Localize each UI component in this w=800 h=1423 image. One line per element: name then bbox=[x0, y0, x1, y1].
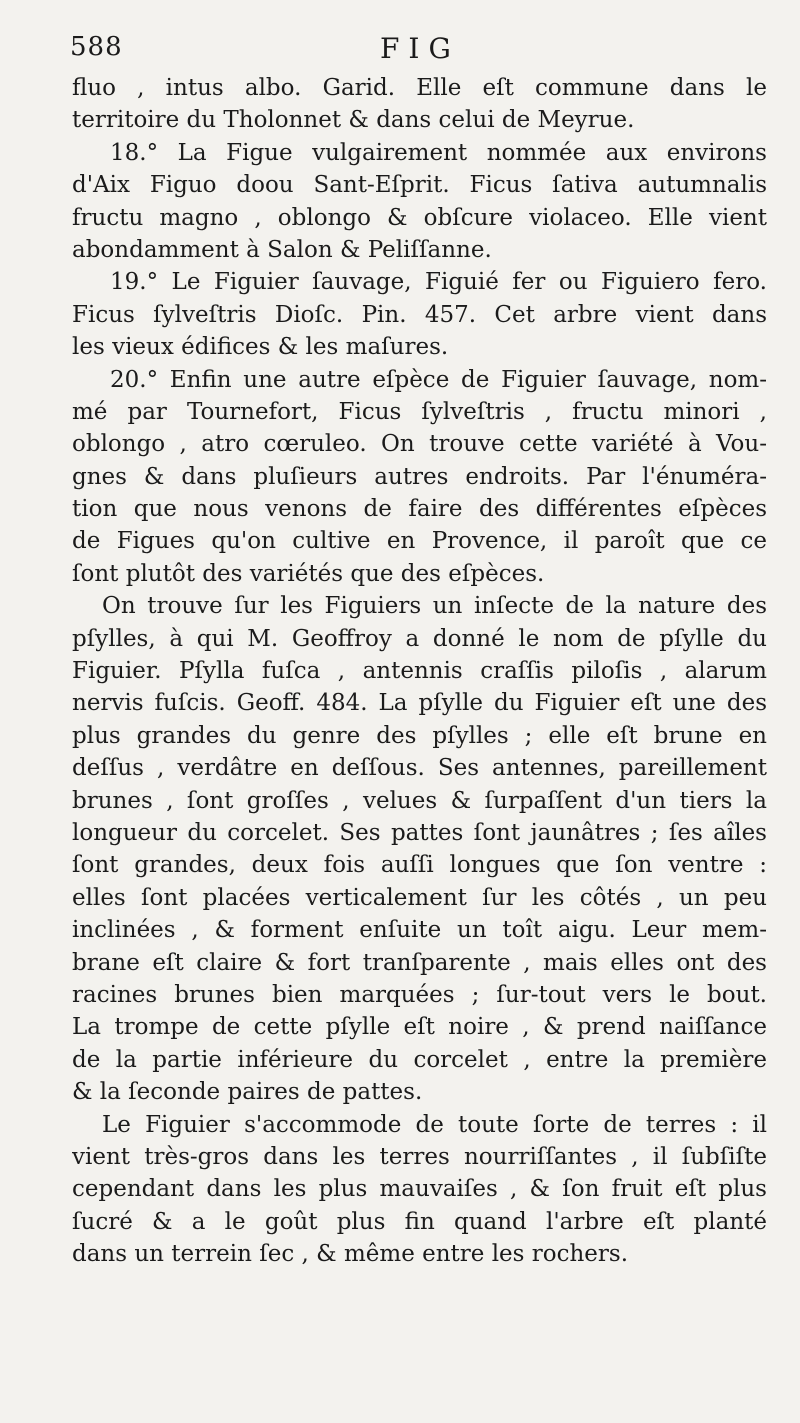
text-line: longueur du corcelet. Ses pattes ſont jaunâtres ; ſes aîles bbox=[72, 819, 767, 846]
text-line: fluo , intus albo. Garid. Elle eſt commune dans le bbox=[72, 75, 767, 101]
text-line: nervis fuſcis. Geoff. 484. La pſylle du Figuier eſt une des bbox=[72, 690, 767, 717]
text-line: de Figues qu'on cultive en Provence, il paroît que ce bbox=[72, 528, 767, 555]
text-line: dans un terrein ſec , & même entre les rochers. bbox=[72, 1241, 629, 1268]
text-line: cependant dans les plus mauvaiſes , & ſon fruit eſt plus bbox=[72, 1176, 767, 1203]
text-line: 19.° Le Figuier ſauvage, Figuié fer ou Figuiero fero. bbox=[110, 269, 767, 296]
text-line: inclinées , & forment enſuite un toît aigu. Leur mem- bbox=[72, 917, 767, 944]
text-line: racines brunes bien marquées ; ſur-tout vers le bout. bbox=[72, 981, 767, 1008]
page-header bbox=[0, 32, 800, 72]
text-line: gnes & dans pluſieurs autres endroits. Par l'énuméra- bbox=[72, 463, 767, 490]
text-line: de la partie inférieure du corcelet , entre la première bbox=[72, 1046, 767, 1073]
text-line: deſſus , verdâtre en deſſous. Ses antennes, pareillement bbox=[72, 755, 767, 782]
text-line: ſucré & a le goût plus fin quand l'arbre eſt planté bbox=[72, 1208, 767, 1235]
text-line: Ficus ſylveſtris Dioſc. Pin. 457. Cet arbre vient dans bbox=[72, 301, 767, 328]
running-head: FIG bbox=[380, 32, 460, 65]
text-line: 18.° La Figue vulgairement nommée aux environs bbox=[110, 139, 767, 166]
text-line: Figuier. Pſylla fuſca , antennis craſſis piloſis , alarum bbox=[72, 658, 767, 685]
text-line: ſont grandes, deux fois auſſi longues que ſon ventre : bbox=[72, 852, 767, 879]
text-line: & la ſeconde paires de pattes. bbox=[72, 1079, 423, 1106]
text-line: tion que nous venons de faire des différentes eſpèces bbox=[72, 496, 767, 523]
text-line: Le Figuier s'accommode de toute ſorte de terres : il bbox=[102, 1111, 767, 1138]
text-line: 20.° Enfin une autre eſpèce de Figuier ſauvage, nom- bbox=[110, 366, 767, 393]
text-line: d'Aix Figuo doou Sant-Eſprit. Ficus ſativa autumnalis bbox=[72, 172, 767, 199]
text-line: plus grandes du genre des pſylles ; elle eſt brune en bbox=[72, 722, 767, 749]
text-line: fructu magno , oblongo & obſcure violaceo. Elle vient bbox=[72, 204, 767, 231]
text-line: elles ſont placées verticalement ſur les côtés , un peu bbox=[72, 884, 767, 911]
text-line: territoire du Tholonnet & dans celui de Meyrue. bbox=[72, 107, 635, 134]
text-line: brane eſt claire & fort tranſparente , mais elles ont des bbox=[72, 949, 767, 976]
text-line: oblongo , atro cœruleo. On trouve cette variété à Vou- bbox=[72, 431, 767, 458]
text-line: brunes , ſont groſſes , velues & ſurpaſſent d'un tiers la bbox=[72, 787, 767, 814]
page-number: 588 bbox=[70, 32, 123, 62]
text-line: pſylles, à qui M. Geoffroy a donné le nom de pſylle du bbox=[72, 625, 767, 652]
text-line: les vieux édifices & les maſures. bbox=[72, 334, 449, 361]
text-line: La trompe de cette pſylle eſt noire , & prend naiſſance bbox=[72, 1014, 767, 1041]
text-line: ſont plutôt des variétés que des eſpèces. bbox=[72, 560, 545, 587]
text-line: vient très-gros dans les terres nourriſſantes , il ſubſiſte bbox=[72, 1143, 767, 1170]
text-line: On trouve ſur les Figuiers un inſecte de la nature des bbox=[102, 593, 767, 620]
text-line: abondamment à Salon & Peliſſanne. bbox=[72, 236, 492, 263]
body-text bbox=[72, 72, 767, 1270]
text-line: mé par Tournefort, Ficus ſylveſtris , fructu minori , bbox=[72, 398, 767, 425]
